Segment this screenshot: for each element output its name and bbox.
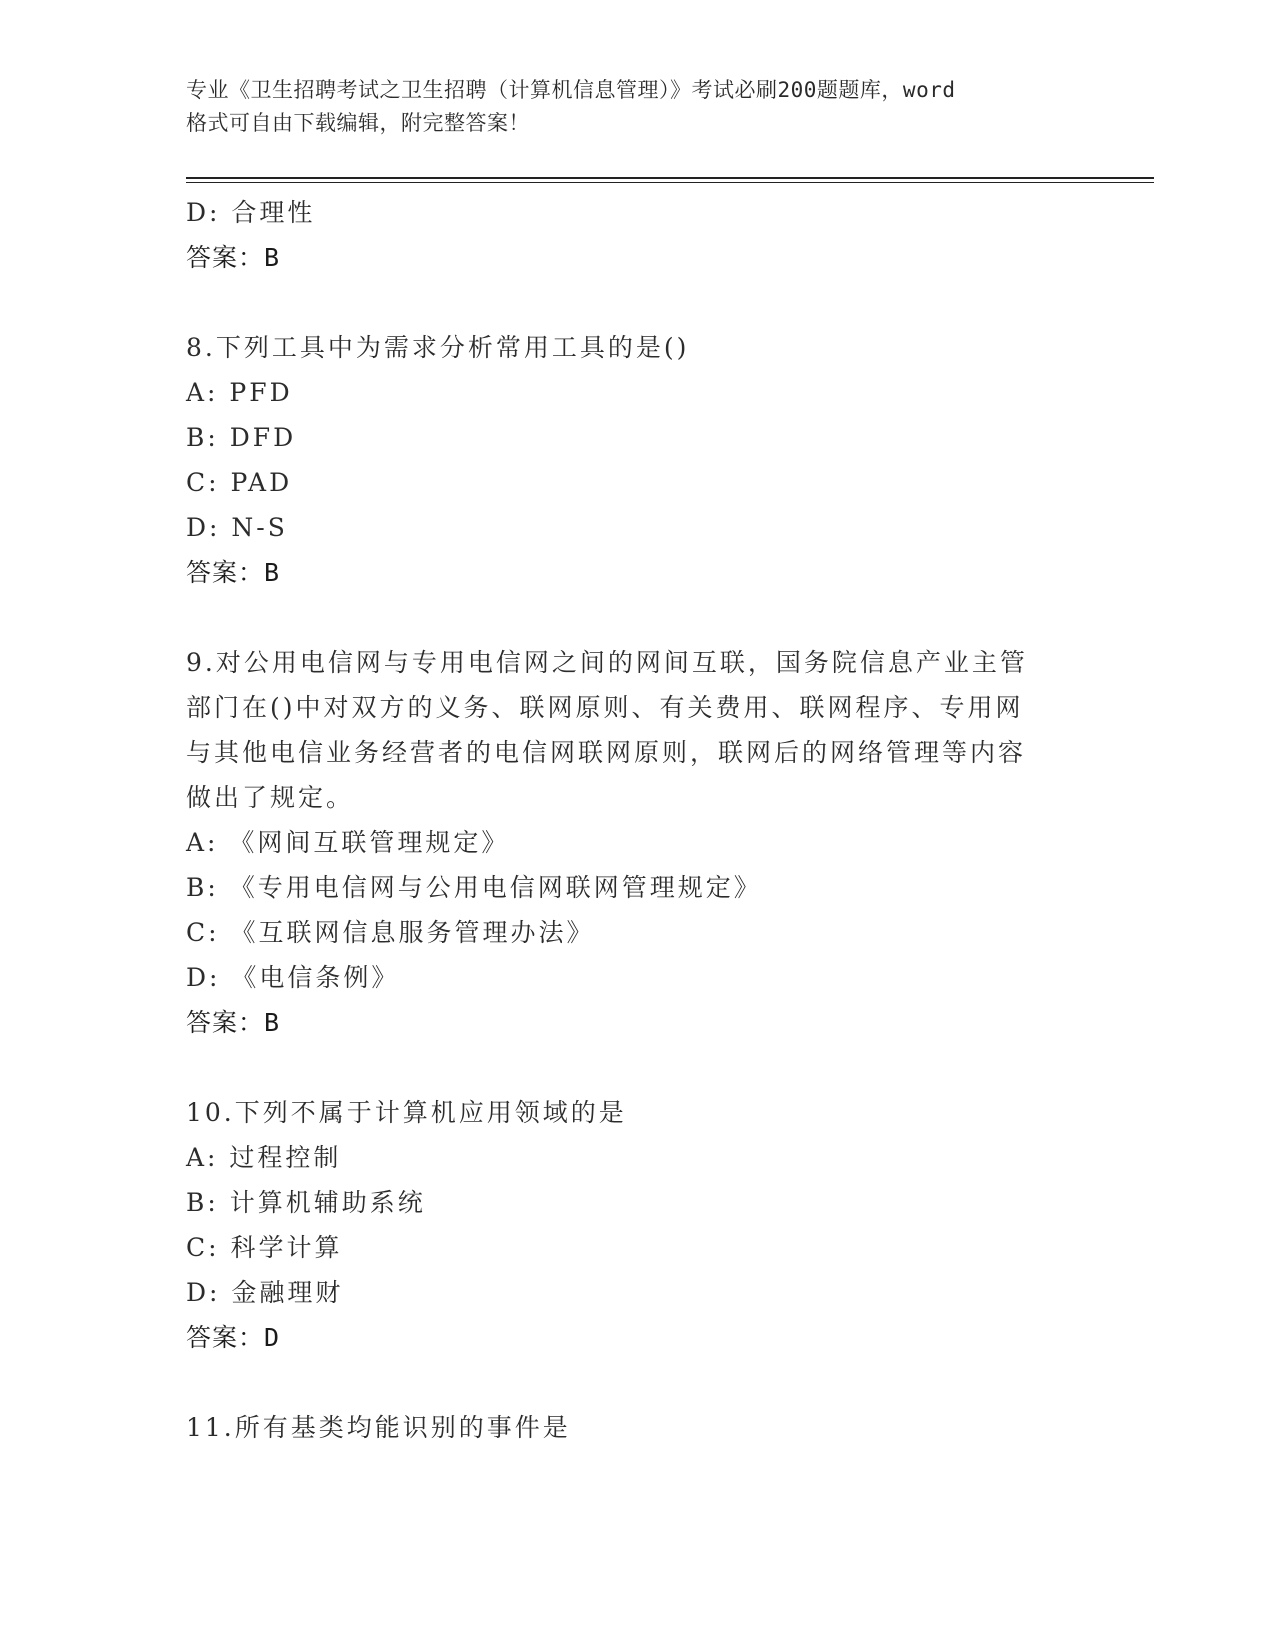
option-a: A: 《网间互联管理规定》 xyxy=(186,828,510,857)
question-list xyxy=(186,190,1086,1450)
question-stem: 10.下列不属于计算机应用领域的是 xyxy=(186,1098,627,1127)
question-8 xyxy=(186,325,1086,595)
question-stem-line-4: 做出了规定。 xyxy=(186,783,355,812)
question-stem-line-1: 9.对公用电信网与专用电信网之间的网间互联，国务院信息产业主管 xyxy=(186,648,1028,677)
option-d: D: 《电信条例》 xyxy=(186,963,400,992)
document-header xyxy=(186,74,1096,140)
question-stem: 11.所有基类均能识别的事件是 xyxy=(186,1413,571,1442)
question-stem-line-2: 部门在()中对双方的义务、联网原则、有关费用、联网程序、专用网 xyxy=(186,693,1024,722)
answer-label: 答案：B xyxy=(186,558,281,587)
question-11 xyxy=(186,1405,1086,1450)
option-c: C: PAD xyxy=(186,468,293,497)
answer-label: 答案：B xyxy=(186,243,281,272)
option-b: B: 计算机辅助系统 xyxy=(186,1188,426,1217)
option-d: D: 合理性 xyxy=(186,198,316,227)
option-b: B: 《专用电信网与公用电信网联网管理规定》 xyxy=(186,873,762,902)
option-a: A: PFD xyxy=(186,378,293,407)
header-divider-thin xyxy=(186,182,1154,183)
answer-label: 答案：D xyxy=(186,1323,281,1352)
question-10 xyxy=(186,1090,1086,1360)
option-c: C: 《互联网信息服务管理办法》 xyxy=(186,918,595,947)
option-d: D: N-S xyxy=(186,513,288,542)
question-9 xyxy=(186,640,1086,1045)
header-divider-thick xyxy=(186,177,1154,179)
question-stem-line-3: 与其他电信业务经营者的电信网联网原则，联网后的网络管理等内容 xyxy=(186,738,1027,767)
answer-label: 答案：B xyxy=(186,1008,281,1037)
header-line-2: 格式可自由下载编辑，附完整答案！ xyxy=(186,111,530,135)
option-b: B: DFD xyxy=(186,423,297,452)
option-c: C: 科学计算 xyxy=(186,1233,343,1262)
header-line-1: 专业《卫生招聘考试之卫生招聘（计算机信息管理）》考试必刷200题题库，word xyxy=(186,78,956,102)
option-d: D: 金融理财 xyxy=(186,1278,344,1307)
question-stem: 8.下列工具中为需求分析常用工具的是() xyxy=(186,333,690,362)
option-a: A: 过程控制 xyxy=(186,1143,342,1172)
